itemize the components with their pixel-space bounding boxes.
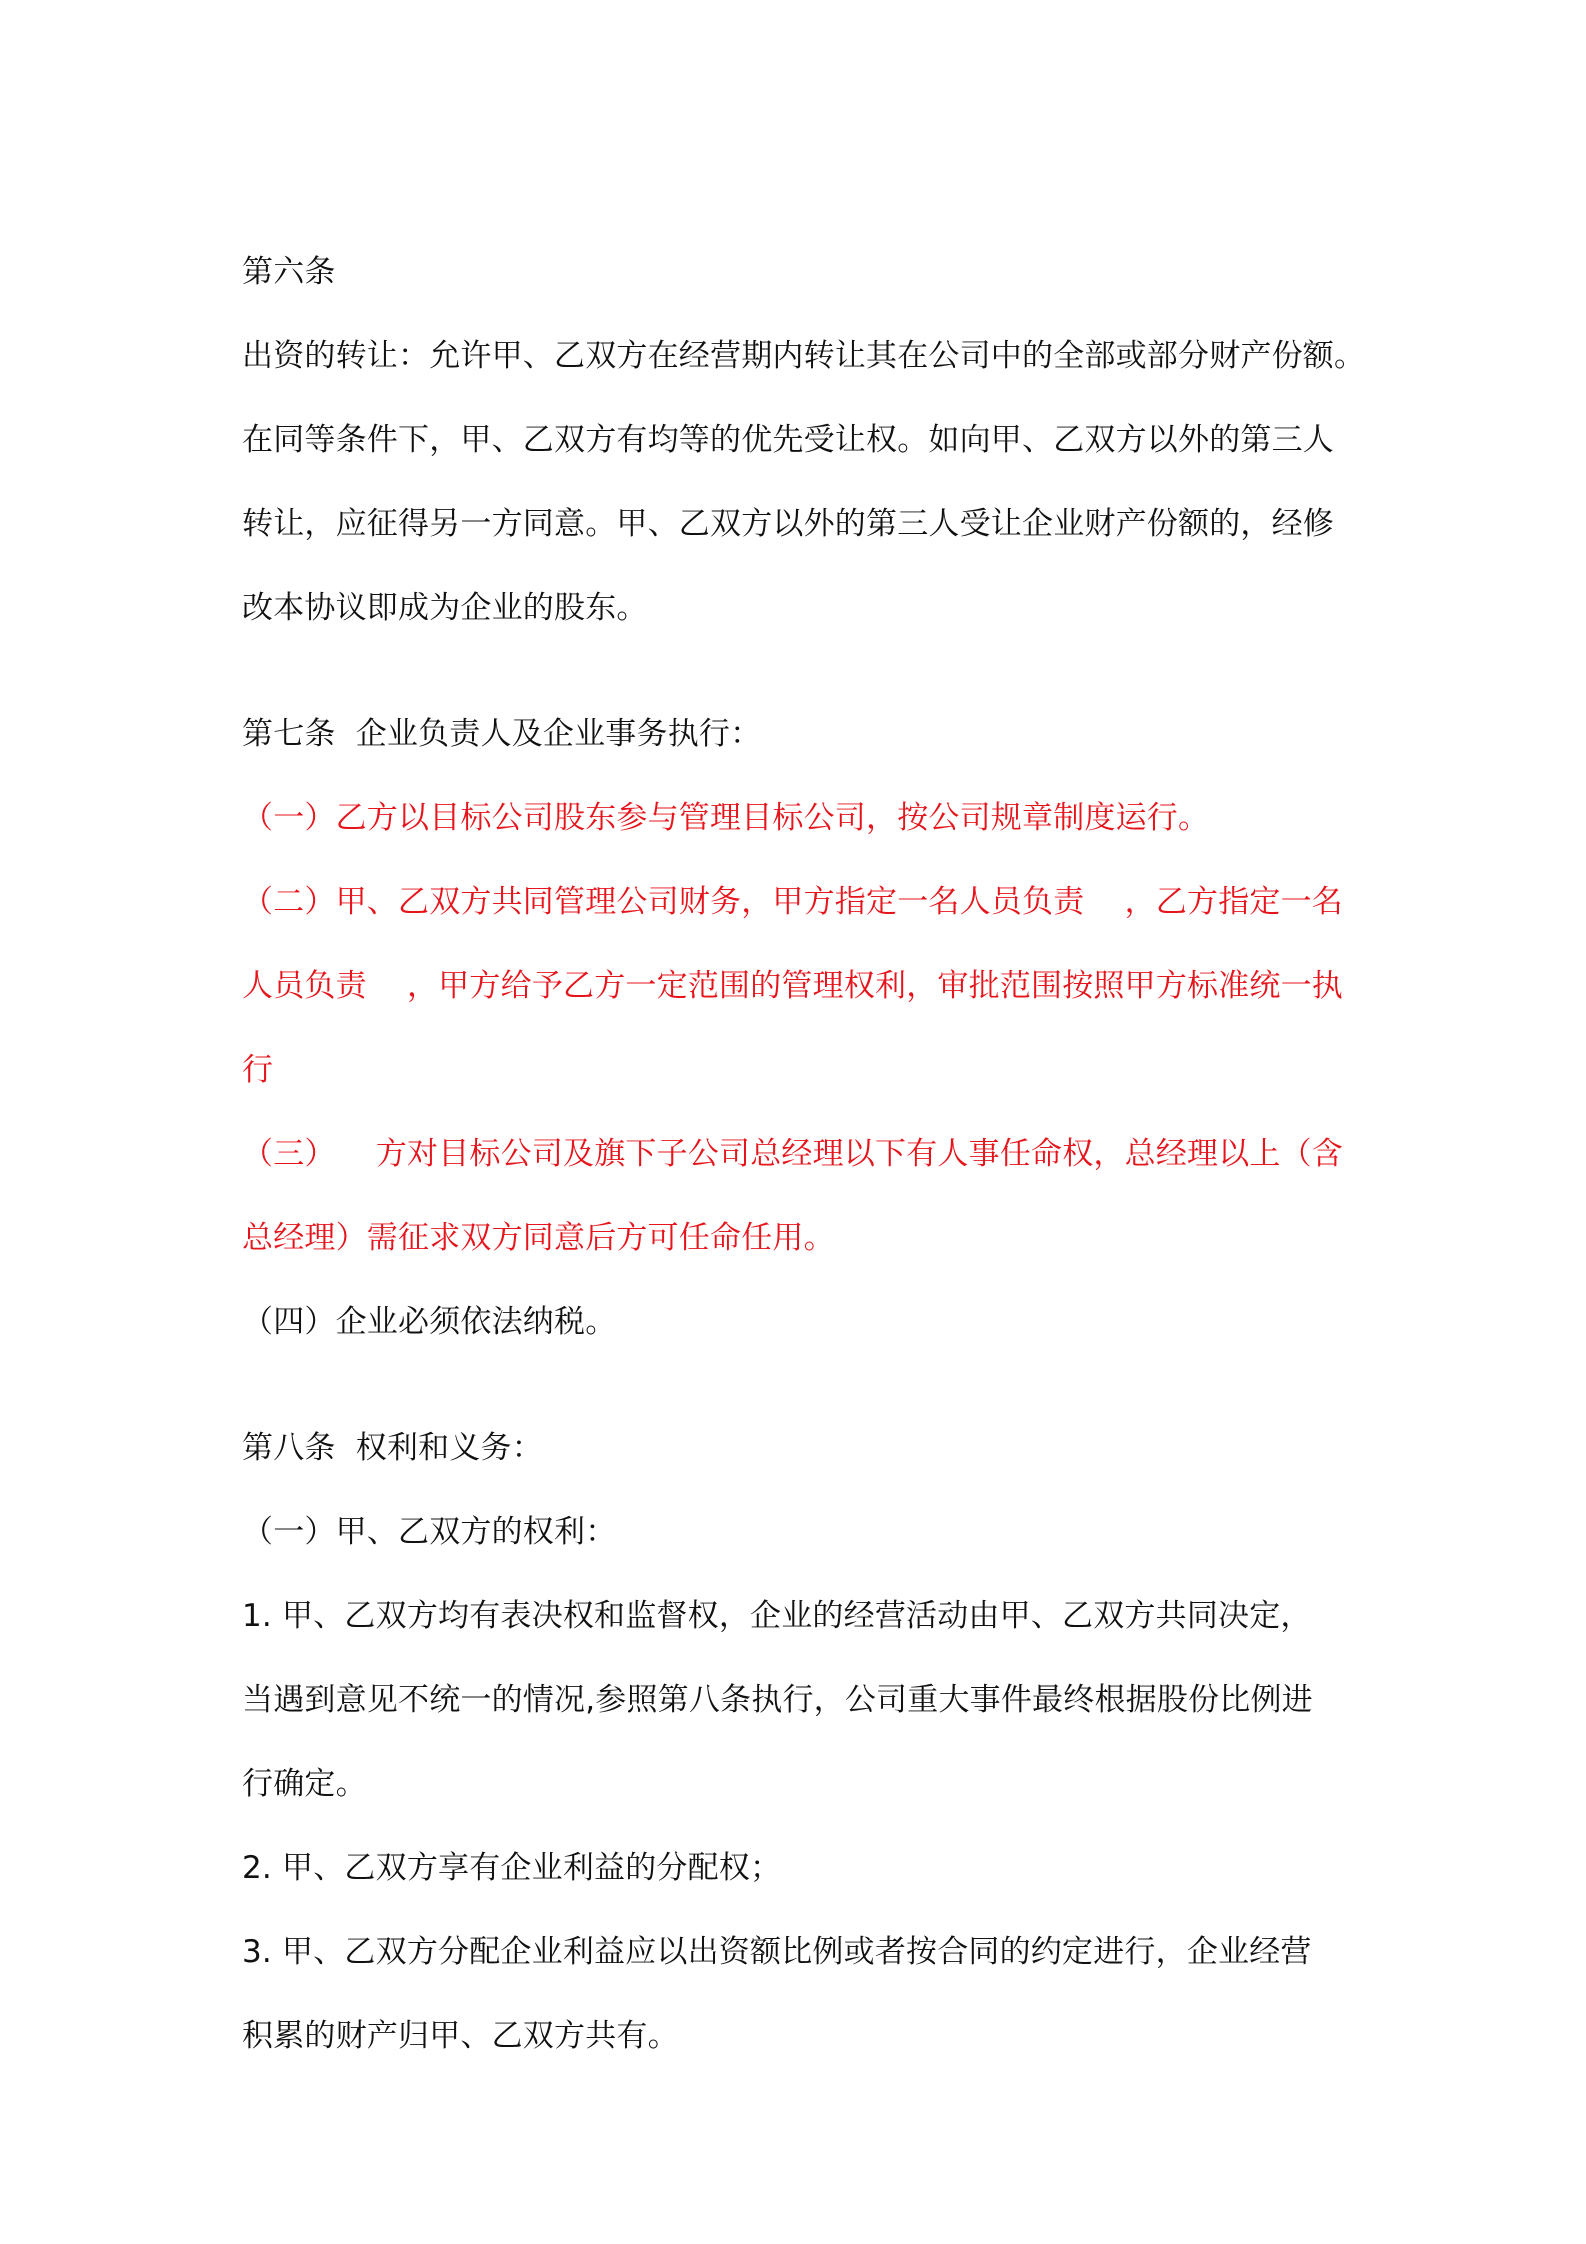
- article-7-heading: 第七条 企业负责人及企业事务执行：: [242, 716, 762, 752]
- article-8-point-3-line-2: 积累的财产归甲、乙双方共有。: [242, 2018, 679, 2054]
- article-8-heading: 第八条 权利和义务：: [242, 1430, 543, 1466]
- article-8-point-1-line-3: 行确定。: [242, 1766, 367, 1802]
- article-7-item-3-line-1: （三） 方对目标公司及旗下子公司总经理以下有人事任命权，总经理以上（含: [242, 1136, 1344, 1172]
- article-6-line-2: 在同等条件下，甲、乙双方有均等的优先受让权。如向甲、乙双方以外的第三人: [242, 422, 1334, 458]
- article-7-item-2-line-2: 人员负责 ，甲方给予乙方一定范围的管理权利，审批范围按照甲方标准统一执: [242, 968, 1344, 1004]
- article-8-point-2: 2. 甲、乙双方享有企业利益的分配权；: [242, 1850, 782, 1886]
- article-6-line-1: 出资的转让：允许甲、乙双方在经营期内转让其在公司中的全部或部分财产份额。: [242, 338, 1366, 374]
- article-7-item-4: （四）企业必须依法纳税。: [242, 1304, 617, 1340]
- article-7-item-3-line-2: 总经理）需征求双方同意后方可任命任用。: [242, 1220, 835, 1256]
- article-8-sub-1: （一）甲、乙双方的权利：: [242, 1514, 617, 1550]
- article-7-item-2-line-3: 行: [242, 1052, 274, 1088]
- article-6-line-3: 转让，应征得另一方同意。甲、乙双方以外的第三人受让企业财产份额的，经修: [242, 506, 1334, 542]
- article-8-point-3-line-1: 3. 甲、乙双方分配企业利益应以出资额比例或者按合同的约定进行，企业经营: [242, 1934, 1312, 1970]
- article-6-heading: 第六条: [242, 254, 336, 290]
- article-7-item-2-line-1: （二）甲、乙双方共同管理公司财务，甲方指定一名人员负责 ，乙方指定一名: [242, 884, 1344, 920]
- article-8-point-1-line-1: 1. 甲、乙双方均有表决权和监督权，企业的经营活动由甲、乙双方共同决定，: [242, 1598, 1312, 1634]
- article-7-item-1: （一）乙方以目标公司股东参与管理目标公司，按公司规章制度运行。: [242, 800, 1210, 836]
- article-8-point-1-line-2: 当遇到意见不统一的情况,参照第八条执行，公司重大事件最终根据股份比例进: [242, 1682, 1313, 1718]
- article-6-line-4: 改本协议即成为企业的股东。: [242, 590, 648, 626]
